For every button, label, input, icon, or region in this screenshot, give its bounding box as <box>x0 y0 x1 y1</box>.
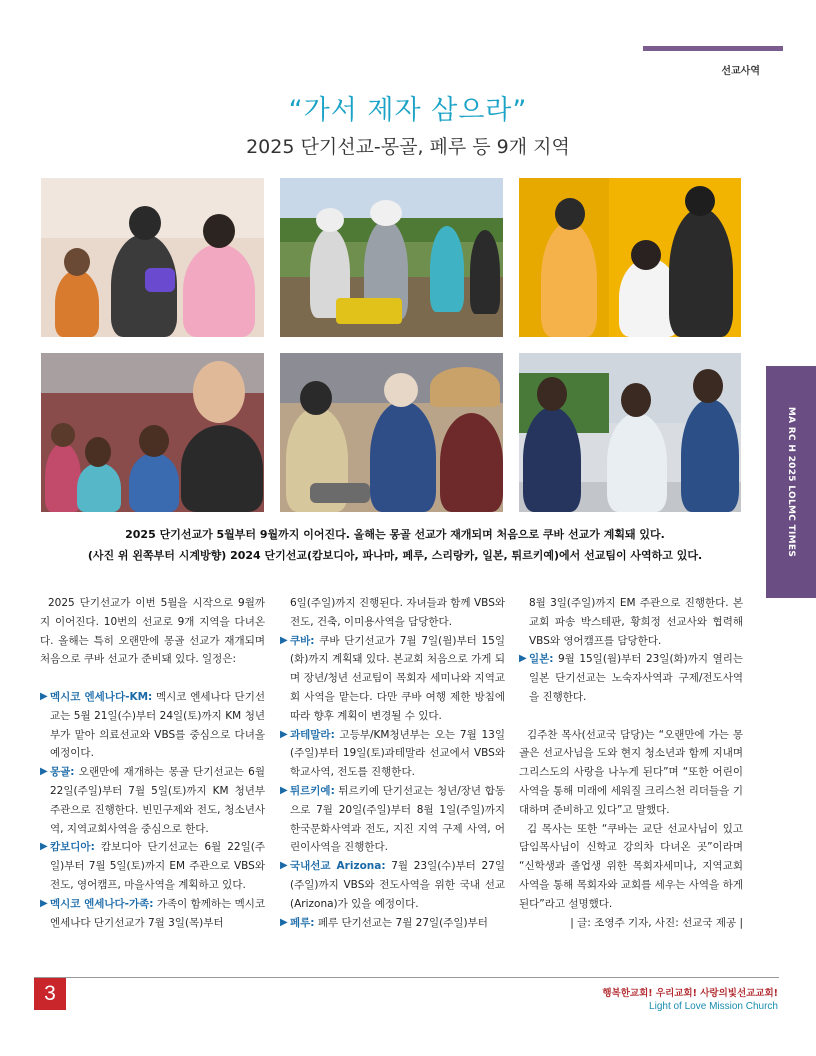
triangle-bullet-icon: ▶ <box>280 916 288 928</box>
triangle-bullet-icon: ▶ <box>280 860 288 872</box>
footer-divider <box>34 977 779 978</box>
triangle-bullet-icon: ▶ <box>40 897 48 909</box>
footer-slogan: 행복한교회! 우리교회! 사랑의빛선교교회! <box>602 988 778 999</box>
article-column-2 <box>280 594 505 932</box>
photo-cambodia <box>41 178 264 337</box>
subheadline: 2025 단기선교-몽골, 페루 등 9개 지역 <box>246 136 570 158</box>
headline: “가서 제자 삼으라” <box>288 95 528 126</box>
footer-church-name: Light of Love Mission Church <box>649 1001 778 1012</box>
triangle-bullet-icon: ▶ <box>40 690 48 702</box>
triangle-bullet-icon: ▶ <box>519 653 527 665</box>
side-tab <box>766 366 816 598</box>
triangle-bullet-icon: ▶ <box>280 728 288 740</box>
side-tab-label: MA RC H 2025 LOLMC TIMES <box>786 406 796 558</box>
list-item: ▶ 일본: 9월 15일(월)부터 23일(화)까지 열리는 일본 단기선교는 노숙자사역과 구제/전도사역을 진행한다. <box>519 650 743 706</box>
article-column-1 <box>40 594 265 932</box>
photo-japan <box>280 353 503 512</box>
photo-caption-line-1: 2025 단기선교가 5월부터 9월까지 이어진다. 올해는 몽골 선교가 재개되며 처음으로 쿠바 선교가 계획돼 있다. <box>125 528 665 541</box>
list-item: ▶ 몽골: 오랜만에 재개하는 몽골 단기선교는 6월 22일(주일)부터 7월 5일(토)까지 KM 청년부 주관으로 진행한다. 빈민구제와 전도, 청소년사역, 지역교회사역을 중심으로 한다. <box>40 763 265 838</box>
photo-sri-lanka <box>41 353 264 512</box>
byline-credit: | 글: 조영주 기자, 사진: 선교국 제공 | <box>570 916 743 929</box>
page-number: 3 <box>34 978 66 1010</box>
list-item: ▶ 튀르키예: 튀르키예 단기선교는 청년/장년 합동으로 7월 20일(주일)부터 8월 1일(주일)까지 한국문화사역과 전도, 지진 지역 구제 사역, 어린이사역을 진행한다. <box>280 782 505 857</box>
intro-paragraph: 2025 단기선교가 이번 5월을 시작으로 9월까지 이어진다. 10번의 선교로 9개 지역을 다녀온다. 올해는 특히 오랜만에 몽골 선교가 재개되며 처음으로 쿠바 선교가 준비돼 있다. 일정은: <box>40 597 265 666</box>
list-item: ▶ 멕시코 엔세나다-가족: 가족이 함께하는 멕시코 엔세나다 단기선교가 7월 3일(목)부터 <box>40 895 265 933</box>
photo-caption-line-2: (사진 위 왼쪽부터 시계방향) 2024 단기선교(캄보디아, 파나마, 페루, 스리랑카, 일본, 튀르키예)에서 선교팀이 사역하고 있다. <box>87 549 703 562</box>
list-item: ▶ 과테말라: 고등부/KM청년부는 오는 7월 13일(주일)부터 19일(토)과테말라 선교에서 VBS와 학교사역, 전도를 진행한다. <box>280 726 505 782</box>
list-item: ▶ 캄보디아: 캄보디아 단기선교는 6월 22일(주일)부터 7월 5일(토)까지 EM 주관으로 VBS와 전도, 영어캠프, 마을사역을 계획하고 있다. <box>40 838 265 894</box>
list-item: ▶ 쿠바: 쿠바 단기선교가 7월 7일(월)부터 15일(화)까지 계획돼 있다. 본교회 처음으로 가게 되며 장년/청년 선교팀이 목회자 세미나와 지역교회 사역을 맡는다. 다만 쿠바 여행 제한 방침에 따라 향후 계획이 변경될 수 있다. <box>280 632 505 726</box>
triangle-bullet-icon: ▶ <box>280 784 288 796</box>
list-item: ▶ 국내선교 Arizona: 7월 23일(수)부터 27일(주일)까지 VBS와 전도사역을 위한 국내 선교(Arizona)가 있을 예정이다. <box>280 857 505 913</box>
section-label: 선교사역 <box>721 66 760 77</box>
article-column-3 <box>519 594 743 932</box>
list-item: ▶ 멕시코 엔세나다-KM: 멕시코 엔세나다 단기선교는 5월 21일(수)부터 24일(토)까지 KM 청년부가 맡아 의료선교와 VBS를 중심으로 다녀올 예정이다. <box>40 688 265 763</box>
quote-paragraph-1: 김주찬 목사(선교국 담당)는 “오랜만에 가는 몽골은 선교사님을 도와 현지 청소년과 함께 지내며 그리스도의 사랑을 나누게 된다”며 “또한 어린이 사역을 통해 미래에 세워질 크리스천 리더들을 기대하며 준비하고 있다”고 말했다. <box>519 728 743 816</box>
top-accent-bar <box>643 46 783 51</box>
triangle-bullet-icon: ▶ <box>40 766 48 778</box>
quote-paragraph-2: 김 목사는 또한 “쿠바는 교단 선교사님이 있고 담임목사님이 신학교 강의차 다녀온 곳”이라며 “신학생과 졸업생 위한 목회자세미나, 지역교회사역을 통해 목회자와 교회를 세우는 사역을 하게 된다”라고 설명했다. <box>519 822 743 910</box>
triangle-bullet-icon: ▶ <box>280 634 288 646</box>
continued-paragraph: 6일(주일)까지 진행된다. 자녀들과 함께 VBS와 전도, 건축, 이미용사역을 담당한다. <box>290 597 505 628</box>
list-item: ▶ 페루: 페루 단기선교는 7월 27일(주일)부터 <box>280 914 505 933</box>
photo-panama <box>280 178 503 337</box>
photo-turkiye <box>519 353 741 512</box>
continued-paragraph: 8월 3일(주일)까지 EM 주관으로 진행한다. 본교회 파송 박스테판, 황희정 선교사와 협력해 VBS와 영어캠프를 담당한다. <box>529 597 743 647</box>
photo-peru <box>519 178 741 337</box>
triangle-bullet-icon: ▶ <box>40 841 48 853</box>
